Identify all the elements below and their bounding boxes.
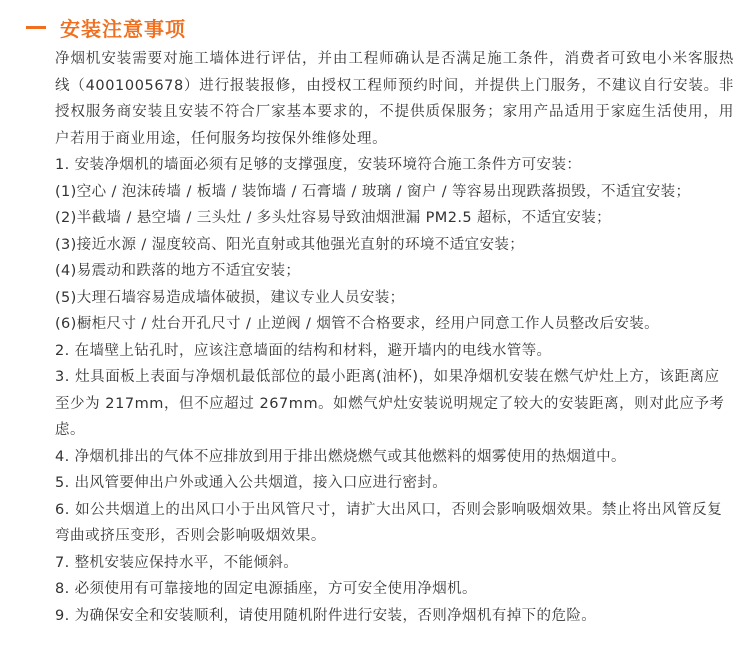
- list-item: (3)接近水源 / 湿度较高、阳光直射或其他强光直射的环境不适宜安装；: [55, 236, 525, 253]
- intro-paragraph: 净烟机安装需要对施工墙体进行评估，并由工程师确认是否满足施工条件，消费者可致电小米客服热线（4001005678）进行报装报修，由授权工程师预约时间，并提供上门服务，不建议自行安装。非授权服务商安装且安装不符合厂家基本要求的，不提供质保服务；家用产品适用于家庭生活使用，用户若用于商业用途，任何服务均按保外维修处理。: [55, 51, 734, 147]
- list-item: 4. 净烟机排出的气体不应排放到用于排出燃烧燃气或其他燃料的烟雾使用的热烟道中。: [55, 448, 626, 465]
- list-item: 9. 为确保安全和安装顺利，请使用随机附件进行安装，否则净烟机有掉下的危险。: [55, 607, 597, 624]
- list-item: (2)半截墙 / 悬空墙 / 三头灶 / 多头灶容易导致油烟泄漏 PM2.5 超标，不适宜安装；: [55, 210, 612, 226]
- list-item: 1. 安装净烟机的墙面必须有足够的支撑强度，安装环境符合施工条件方可安装：: [55, 157, 582, 173]
- list-item: (4)易震动和跌落的地方不适宜安装；: [55, 263, 301, 279]
- list-item: 2. 在墙壁上钻孔时，应该注意墙面的结构和材料，避开墙内的电线水管等。: [55, 342, 552, 359]
- list-item: 6. 如公共烟道上的出风口小于出风管尺寸，请扩大出风口，否则会影响吸烟效果。禁止将出风管反复弯曲或挤压变形，否则会影响吸烟效果。: [55, 501, 723, 544]
- list-item: 7. 整机安装应保持水平，不能倾斜。: [55, 554, 299, 571]
- list-item: 3. 灶具面板上表面与净烟机最低部位的最小距离(油杯)，如果净烟机安装在燃气炉灶上方，该距离应至少为 217mm，但不应超过 267mm。如燃气炉灶安装说明规定了较大的安装距离，则对此应予考虑。: [55, 369, 725, 438]
- section-heading: [26, 10, 734, 44]
- list-item: (6)橱柜尺寸 / 灶台开孔尺寸 / 止逆阀 / 烟管不合格要求，经用户同意工作人员整改后安装。: [55, 316, 660, 332]
- section-number-dash: [26, 26, 46, 29]
- section-title: 安装注意事项: [60, 16, 186, 41]
- list-item: (1)空心 / 泡沫砖墙 / 板墙 / 装饰墙 / 石膏墙 / 玻璃 / 窗户 / 等容易出现跌落损毁，不适宜安装；: [55, 183, 691, 200]
- list-item: (5)大理石墙容易造成墙体破损，建议专业人员安装；: [55, 289, 405, 306]
- list-item: 5. 出风管要伸出户外或通入公共烟道，接入口应进行密封。: [55, 475, 448, 491]
- list-item: 8. 必须使用有可靠接地的固定电源插座，方可安全使用净烟机。: [55, 581, 477, 597]
